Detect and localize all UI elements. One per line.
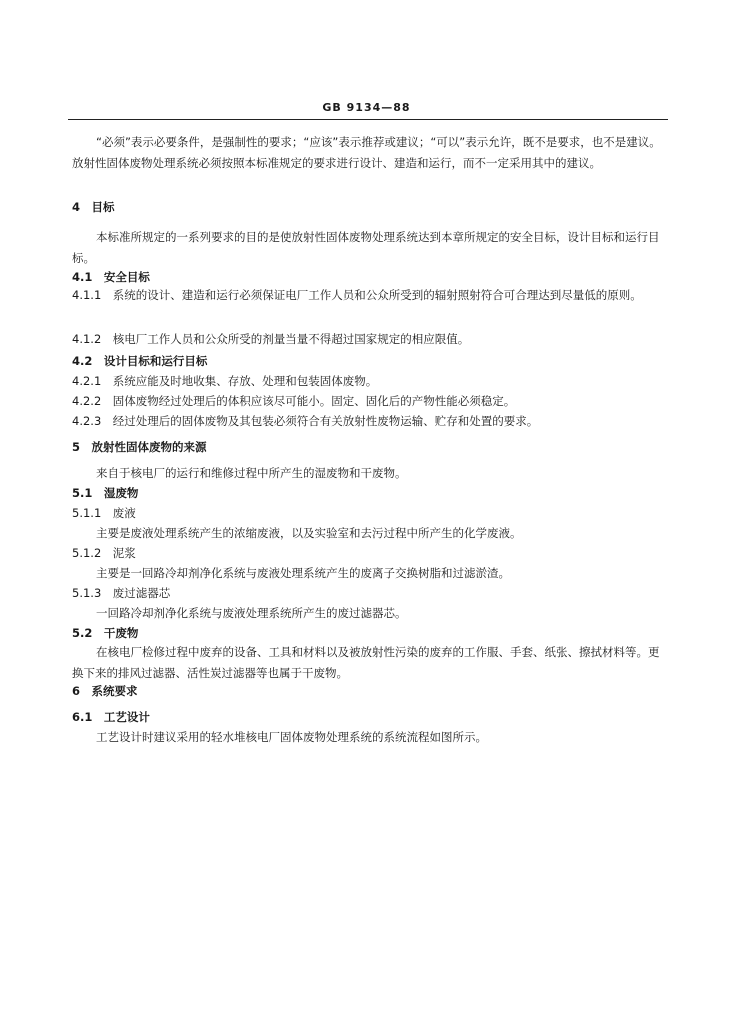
- section-5-1-2-heading: 5.1.2 泥浆: [72, 546, 136, 560]
- section-4-1-heading: 4.1 安全目标: [72, 270, 150, 284]
- section-5-1-1-text: 主要是废液处理系统产生的浓缩废液，以及实验室和去污过程中所产生的化学废液。: [96, 526, 522, 540]
- section-6-heading: 6 系统要求: [72, 684, 138, 698]
- header-rule: [68, 119, 668, 120]
- page-header: GB 9134—88: [322, 101, 411, 114]
- section-4-heading: 4 目标: [72, 200, 115, 214]
- section-4-paragraph: 本标准所规定的一系列要求的目的是使放射性固体废物处理系统达到本章所规定的安全目标，设计目标和运行目标。: [72, 230, 660, 265]
- section-6-1-heading: 6.1 工艺设计: [72, 710, 150, 724]
- section-5-2-heading: 5.2 干废物: [72, 626, 139, 640]
- section-5-1-heading: 5.1 湿废物: [72, 486, 139, 500]
- section-5-1-3-text: 一回路冷却剂净化系统与废液处理系统所产生的废过滤器芯。: [96, 606, 407, 620]
- section-5-1-2-text: 主要是一回路冷却剂净化系统与废液处理系统产生的废离子交换树脂和过滤淤渣。: [96, 566, 510, 580]
- section-4-2-3: 4.2.3 经过处理后的固体废物及其包装必须符合有关放射性废物运输、贮存和处置的要求。: [72, 414, 539, 428]
- section-4-2-1: 4.2.1 系统应能及时地收集、存放、处理和包装固体废物。: [72, 374, 378, 388]
- intro-paragraph: “必须”表示必要条件，是强制性的要求；“应该”表示推荐或建议；“可以”表示允许，既不是要求，也不是建议。放射性固体废物处理系统必须按照本标准规定的要求进行设计、建造和运行，而不一定采用其中的建议。: [72, 135, 661, 170]
- section-6-1-text: 工艺设计时建议采用的轻水堆核电厂固体废物处理系统的系统流程如图所示。: [96, 730, 487, 744]
- section-5-1-1-heading: 5.1.1 废液: [72, 506, 136, 520]
- section-4-1-1: 4.1.1 系统的设计、建造和运行必须保证电厂工作人员和公众所受到的辐射照射符合可合理达到尽量低的原则。: [72, 288, 642, 302]
- section-5-heading: 5 放射性固体废物的来源: [72, 440, 207, 454]
- section-5-paragraph: 来自于核电厂的运行和维修过程中所产生的湿废物和干废物。: [96, 466, 407, 480]
- section-4-1-2: 4.1.2 核电厂工作人员和公众所受的剂量当量不得超过国家规定的相应限值。: [72, 332, 470, 346]
- section-4-2-heading: 4.2 设计目标和运行目标: [72, 354, 208, 368]
- section-5-2-text: 在核电厂检修过程中废弃的设备、工具和材料以及被放射性污染的废弃的工作服、手套、纸张、擦拭材料等。更换下来的排风过滤器、活性炭过滤器等也属于干废物。: [72, 645, 660, 680]
- section-5-1-3-heading: 5.1.3 废过滤器芯: [72, 586, 171, 600]
- section-4-2-2: 4.2.2 固体废物经过处理后的体积应该尽可能小。固定、固化后的产物性能必须稳定。: [72, 394, 516, 408]
